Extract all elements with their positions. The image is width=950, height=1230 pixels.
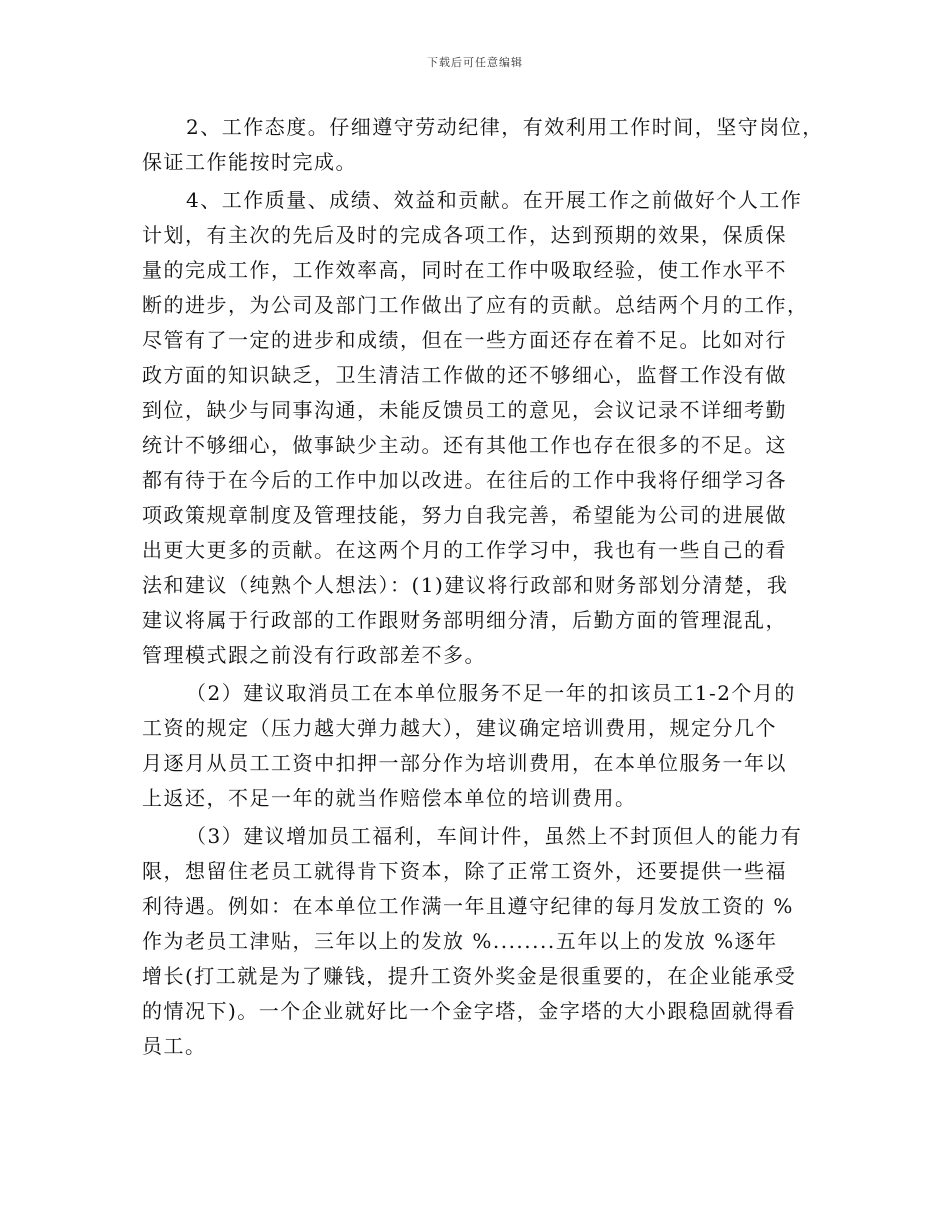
text-line: 政方面的知识缺乏，卫生清洁工作做的还不够细心，监督工作没有做 <box>142 363 787 387</box>
text-line: 2、工作态度。仔细遵守劳动纪律，有效利用工作时间，坚守岗位， <box>186 115 824 139</box>
paragraph-suggestion-2 <box>142 676 808 816</box>
text-line: 都有待于在今后的工作中加以改进。在往后的工作中我将仔细学习各 <box>142 468 787 492</box>
paragraph-suggestion-3 <box>142 819 808 1064</box>
text-line: 项政策规章制度及管理技能，努力自我完善，希望能为公司的进展做 <box>142 503 787 527</box>
text-line: 增长(打工就是为了赚钱，提升工资外奖金是很重要的，在企业能承受 <box>142 964 797 988</box>
text-line: 员工。 <box>142 1034 207 1058</box>
document-body <box>142 110 824 1064</box>
text-line: 保证工作能按时完成。 <box>142 150 357 174</box>
text-line: 月逐月从员工工资中扣押一部分作为培训费用，在本单位服务一年以 <box>142 751 787 775</box>
text-line: 到位，缺少与同事沟通，未能反馈员工的意见，会议记录不详细考勤 <box>142 398 787 422</box>
paragraph-work-quality <box>142 183 808 673</box>
text-line: 上返还，不足一年的就当作赔偿本单位的培训费用。 <box>142 786 637 810</box>
text-line: 利待遇。例如：在本单位工作满一年且遵守纪律的每月发放工资的 % <box>142 894 794 918</box>
text-line: 计划，有主次的先后及时的完成各项工作，达到预期的效果，保质保 <box>142 223 787 247</box>
text-line: 4、工作质量、成绩、效益和贡献。在开展工作之前做好个人工作 <box>186 188 803 212</box>
text-line: 量的完成工作，工作效率高，同时在工作中吸取经验，使工作水平不 <box>142 258 787 282</box>
text-line: 作为老员工津贴，三年以上的发放 %........五年以上的发放 %逐年 <box>142 929 778 953</box>
text-line: 统计不够细心，做事缺少主动。还有其他工作也存在很多的不足。这 <box>142 433 787 457</box>
text-line: 出更大更多的贡献。在这两个月的工作学习中，我也有一些自己的看 <box>142 538 787 562</box>
text-line: 尽管有了一定的进步和成绩，但在一些方面还存在着不足。比如对行 <box>142 328 787 352</box>
text-line: 法和建议（纯熟个人想法）：(1)建议将行政部和财务部划分清楚，我 <box>142 573 789 597</box>
text-line: 限，想留住老员工就得肯下资本，除了正常工资外，还要提供一些福 <box>142 859 787 883</box>
text-line: （2）建议取消员工在本单位服务不足一年的扣该员工1-2个月的 <box>186 681 796 705</box>
text-line: （3）建议增加员工福利，车间计件，虽然上不封顶但人的能力有 <box>186 824 803 848</box>
text-line: 建议将属于行政部的工作跟财务部明细分清，后勤方面的管理混乱， <box>142 608 787 632</box>
text-line: 工资的规定（压力越大弹力越大），建议确定培训费用，规定分几个 <box>142 716 777 740</box>
text-line: 的情况下)。一个企业就好比一个金字塔，金字塔的大小跟稳固就得看 <box>142 999 797 1023</box>
text-line: 断的进步，为公司及部门工作做出了应有的贡献。总结两个月的工作， <box>142 293 809 317</box>
page-header: 下载后可任意编辑 <box>427 56 523 69</box>
paragraph-work-attitude <box>142 110 824 180</box>
text-line: 管理模式跟之前没有行政部差不多。 <box>142 643 486 667</box>
